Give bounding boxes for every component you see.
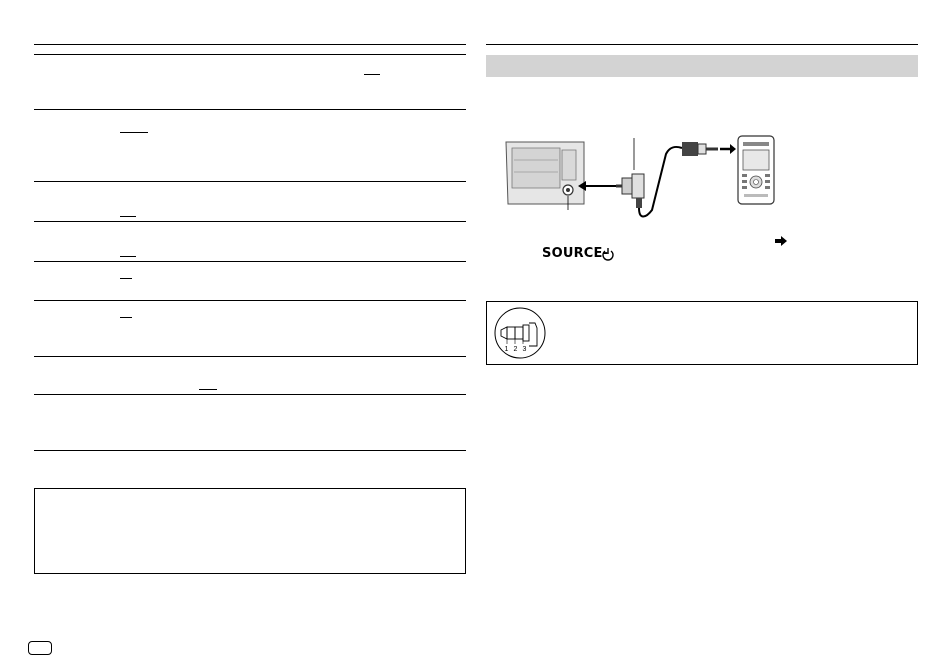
default-underline [199,389,217,390]
source-button-label: SOURCE- [542,246,609,261]
default-underline [120,317,132,318]
right-header-rule [486,44,918,45]
insert-arrow-icon [578,181,616,191]
power-icon [602,247,614,261]
terminal-number: 3 [522,346,527,353]
right-arrow-icon [775,236,789,246]
settings-row [34,262,466,301]
settings-row [34,54,466,110]
settings-row [34,395,466,451]
settings-row [34,182,466,222]
default-underline [364,74,380,75]
default-underline [120,278,132,279]
page-tab [28,641,52,655]
settings-table [34,54,466,451]
default-underline [120,132,148,133]
right-arrow-icon [720,144,736,154]
note-box [34,488,466,574]
left-header-rule [34,44,466,45]
settings-row [34,357,466,395]
plug-terminal-diagram [493,306,547,360]
section-heading-bar [486,55,918,77]
portable-audio-player-icon [738,136,774,204]
jack-info-box [486,301,918,365]
default-underline [120,256,136,257]
terminal-number: 1 [504,346,509,353]
settings-row [34,222,466,262]
connection-diagram [486,120,918,260]
stereo-mini-plug-cable-icon [616,142,718,217]
settings-row [34,110,466,182]
settings-row [34,301,466,357]
car-stereo-faceplate-icon [506,142,584,204]
terminal-number: 2 [513,346,518,353]
default-underline [120,216,136,217]
